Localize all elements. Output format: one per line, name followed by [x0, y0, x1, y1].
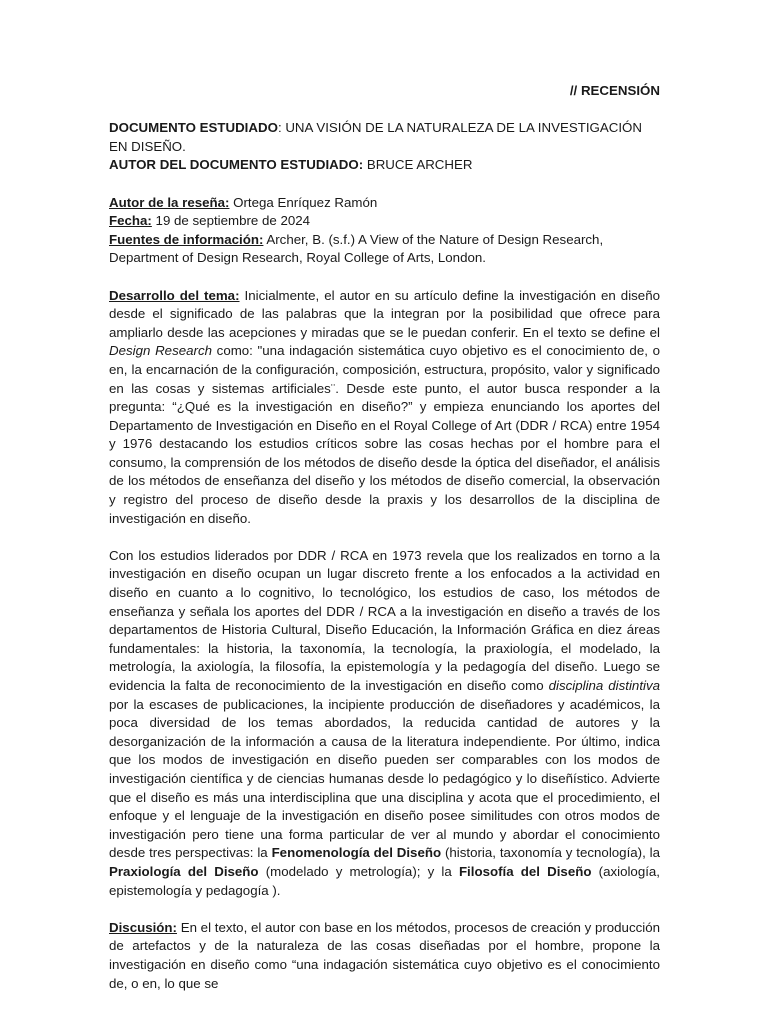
studied-author-label: AUTOR DEL DOCUMENTO ESTUDIADO:: [109, 157, 364, 173]
development-text-1: Inicialmente, el autor en su artículo define la investigación en diseño desde el significado de las palabras que la integran por la posibilidad que ofrece para ampliarlo desde las acepciones y miradas que se le puedan conferir. En el texto se define el: [109, 287, 660, 340]
sources-line: [109, 231, 660, 268]
second-text-5: (axiología, epistemología y pedagogía ).: [109, 863, 660, 898]
reviewer-name: Ortega Enríquez Ramón: [229, 194, 378, 210]
section-label: // RECENSIÓN: [569, 83, 660, 98]
studied-document-label: DOCUMENTO ESTUDIADO: [109, 120, 278, 136]
date-line: [109, 212, 660, 231]
spacer: [109, 101, 660, 120]
sources-value: Archer, B. (s.f.) A View of the Nature of Design Research, Department of Design Research, Royal College of Arts, London.: [109, 231, 604, 266]
development-paragraph: [109, 287, 660, 529]
bold-term-phenomenology: Fenomenología del Diseño: [271, 845, 442, 861]
second-text-4: (modelado y metrología); y la: [258, 863, 459, 879]
spacer: [109, 175, 660, 194]
date-label: Fecha:: [109, 213, 152, 229]
discussion-label: Discusión:: [109, 919, 177, 935]
studied-document-line: [109, 119, 660, 156]
spacer: [109, 528, 660, 547]
bold-term-praxiology: Praxiología del Diseño: [109, 863, 259, 879]
bold-term-philosophy: Filosofía del Diseño: [458, 863, 592, 879]
development-label: Desarrollo del tema:: [109, 287, 240, 303]
spacer: [109, 268, 660, 287]
studied-document-title: : UNA VISIÓN DE LA NATURALEZA DE LA INVESTIGACIÓN EN DISEÑO.: [109, 120, 642, 154]
date-value: 19 de septiembre de 2024: [151, 213, 311, 229]
second-italic-term: disciplina distintiva: [548, 678, 661, 693]
reviewer-label: Autor de la reseña:: [109, 194, 230, 210]
spacer: [109, 900, 660, 919]
second-text-2: por la escases de publicaciones, la incipiente producción de diseñadores y académicos, la poca diversidad de los temas abordados, la reducida cantidad de autores y la desorganización de la información a causa de la literatura independiente. Por último, indica que los modos de investigación en diseño pueden ser comparables con los modos de investigación científica y de ciencias humanas desde lo pedagógico y lo diseñístico. Advierte que el diseño es más una interdisciplina que una disciplina y acota que el procedimiento, el enfoque y el lenguaje de la investigación en diseño posee similitudes con otros modos de investigación pero tiene una forma particular de ver al mundo y abordar el conocimiento desde tres perspectivas: la: [109, 696, 660, 861]
reviewer-line: [109, 194, 660, 213]
second-text-3: (historia, taxonomía y tecnología), la: [441, 845, 661, 861]
sources-label: Fuentes de información:: [109, 231, 264, 247]
studied-author-name: BRUCE ARCHER: [363, 157, 473, 173]
second-paragraph: [109, 547, 660, 900]
development-text-2: como: "una indagación sistemática cuyo objetivo es el conocimiento de, o en, la encarnación de la configuración, composición, estructura, propósito, valor y significado en las cosas y sistemas artificiales¨. Desde este punto, el autor busca responder a la pregunta: “¿Qué es la investigación en diseño?” y empieza enunciando los aportes del Departamento de Investigación en Diseño en el Royal College of Art (DDR / RCA) entre 1954 y 1976 destacando los estudios críticos sobre las cosas hechas por el hombre para el consumo, la comprensión de los métodos de diseño desde la óptica del diseñador, el análisis de los métodos de enseñanza del diseño y los métodos de diseño comercial, la observación y registro del proceso de diseño desde la praxis y los desarrollos de la disciplina de investigación en diseño.: [109, 343, 660, 526]
studied-author-line: [109, 156, 660, 175]
discussion-text: En el texto, el autor con base en los métodos, procesos de creación y producción de artefactos y de la naturaleza de las cosas diseñadas por el hombre, propone la investigación en diseño como “una indagación sistemática cuyo objetivo es el conocimiento de, o en, lo que se: [109, 919, 660, 991]
discussion-paragraph: [109, 919, 660, 993]
second-text-1: Con los estudios liderados por DDR / RCA en 1973 revela que los realizados en torno a la investigación en diseño ocupan un lugar discreto frente a los enfocados a la actividad en diseño en cuanto a lo cognitivo, lo tecnológico, los estudios de caso, los métodos de enseñanza y señala los aportes del DDR / RCA a la investigación en diseño a través de los departamentos de Historia Cultural, Diseño Educación, la Información Gráfica en diez áreas fundamentales: la historia, la taxonomía, la tecnología, la praxiología, el modelado, la metrología, la axiología, la filosofía, la epistemología y la pedagogía del diseño. Luego se evidencia la falta de reconocimiento de la investigación en diseño como: [109, 547, 660, 693]
development-italic-term: Design Research: [109, 343, 212, 359]
